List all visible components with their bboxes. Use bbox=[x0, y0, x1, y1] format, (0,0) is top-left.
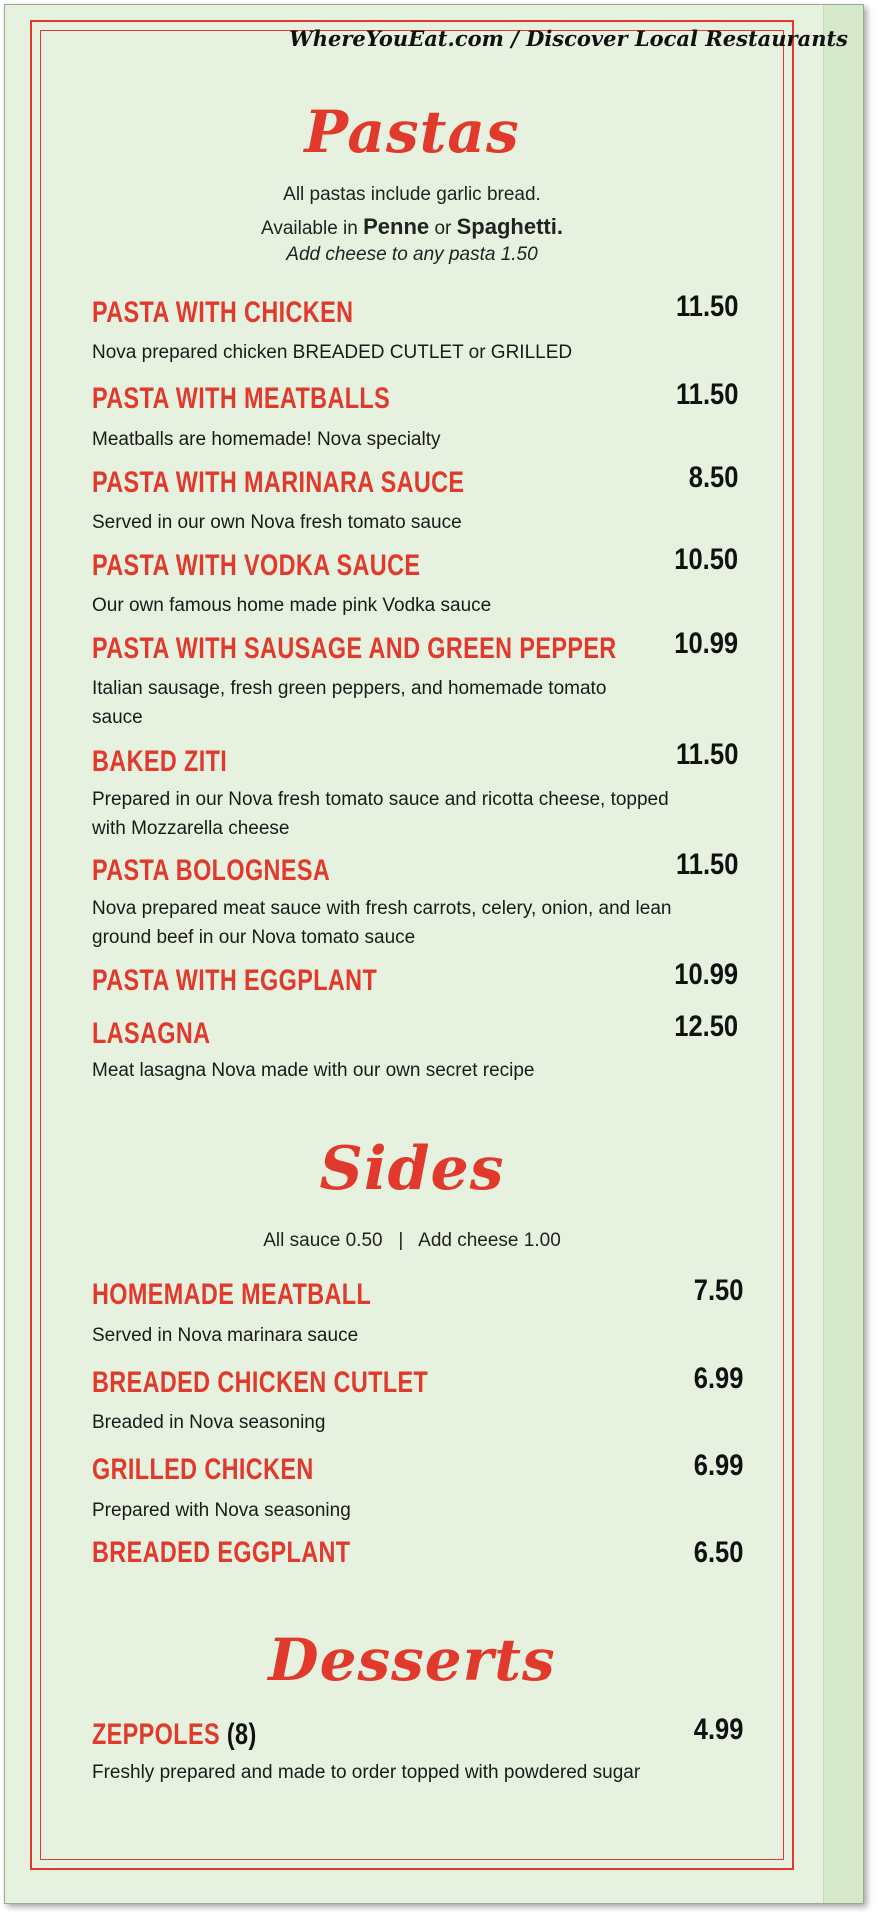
menu-item-name: BREADED CHICKEN CUTLET bbox=[92, 1366, 429, 1399]
menu-item-price: 6.50 bbox=[693, 1536, 743, 1569]
dessert-item-name bbox=[92, 1718, 257, 1752]
pastas-note-shapes bbox=[40, 214, 784, 240]
menu-item-desc: Breaded in Nova seasoning bbox=[92, 1412, 326, 1433]
sheet-edge bbox=[823, 5, 863, 1903]
menu-item-name: PASTA WITH VODKA SAUCE bbox=[92, 549, 421, 582]
menu-item-name: PASTA WITH MARINARA SAUCE bbox=[92, 466, 465, 499]
menu-item-desc: Nova prepared chicken BREADED CUTLET or GRILLED bbox=[92, 342, 573, 363]
menu-item-name: PASTA WITH CHICKEN bbox=[92, 296, 354, 329]
menu-item-desc: Nova prepared meat sauce with fresh carrots, celery, onion, and lean ground beef in our Nova tomato sauce bbox=[92, 898, 672, 948]
menu-item-name: BAKED ZITI bbox=[92, 745, 228, 778]
menu-item-price: 11.50 bbox=[675, 848, 738, 881]
menu-item-price: 4.99 bbox=[693, 1713, 743, 1746]
menu-item-name: PASTA WITH EGGPLANT bbox=[92, 964, 378, 997]
menu-item-price: 6.99 bbox=[693, 1362, 743, 1395]
menu-item-desc: Our own famous home made pink Vodka sauce bbox=[92, 595, 492, 616]
menu-item-name: GRILLED CHICKEN bbox=[92, 1453, 314, 1486]
menu-item-price: 11.50 bbox=[675, 290, 738, 323]
sides-note: All sauce 0.50 | Add cheese 1.00 bbox=[263, 1230, 561, 1251]
watermark-text: WhereYouEat.com / Discover Local Restaurants bbox=[289, 26, 848, 51]
pasta-option-spaghetti: Spaghetti. bbox=[456, 214, 563, 239]
menu-item-desc: Served in our own Nova fresh tomato sauce bbox=[92, 512, 462, 533]
menu-item-price: 11.50 bbox=[675, 738, 738, 771]
menu-item-price: 10.99 bbox=[674, 627, 738, 660]
pastas-note-prefix: Available in bbox=[261, 218, 358, 239]
pastas-note-cheese: Add cheese to any pasta 1.50 bbox=[286, 244, 538, 265]
pastas-note-or: or bbox=[434, 218, 452, 239]
menu-item-name: ZEPPOLES bbox=[92, 1718, 220, 1751]
menu-item-desc: Prepared with Nova seasoning bbox=[92, 1500, 351, 1521]
menu-item-price: 11.50 bbox=[675, 378, 738, 411]
pastas-title: Pastas bbox=[304, 98, 520, 166]
menu-item-desc: Freshly prepared and made to order topped with powdered sugar bbox=[92, 1762, 641, 1783]
desserts-title: Desserts bbox=[268, 1626, 556, 1694]
menu-item-desc: Meat lasagna Nova made with our own secret recipe bbox=[92, 1060, 535, 1081]
menu-item-price: 10.99 bbox=[674, 958, 738, 991]
menu-item-desc: Meatballs are homemade! Nova specialty bbox=[92, 429, 441, 450]
pastas-note-garlic: All pastas include garlic bread. bbox=[283, 184, 541, 205]
sides-title: Sides bbox=[319, 1134, 505, 1204]
menu-item-name: BREADED EGGPLANT bbox=[92, 1536, 351, 1569]
menu-item-price: 6.99 bbox=[693, 1449, 743, 1482]
menu-item-name: PASTA BOLOGNESA bbox=[92, 854, 331, 887]
menu-item-price: 8.50 bbox=[688, 461, 738, 494]
menu-item-quantity: (8) bbox=[226, 1718, 257, 1751]
menu-item-desc: Prepared in our Nova fresh tomato sauce and ricotta cheese, topped with Mozzarella cheese bbox=[92, 789, 669, 839]
menu-item-name: PASTA WITH MEATBALLS bbox=[92, 382, 391, 415]
menu-item-desc: Served in Nova marinara sauce bbox=[92, 1325, 359, 1346]
menu-item-name: LASAGNA bbox=[92, 1017, 211, 1050]
menu-item-name: PASTA WITH SAUSAGE AND GREEN PEPPER bbox=[92, 632, 617, 665]
pasta-option-penne: Penne bbox=[363, 214, 430, 239]
menu-item-name: HOMEMADE MEATBALL bbox=[92, 1278, 372, 1311]
menu-item-price: 12.50 bbox=[674, 1010, 738, 1043]
menu-item-price: 10.50 bbox=[674, 543, 738, 576]
menu-item-desc: Italian sausage, fresh green peppers, and homemade tomato sauce bbox=[92, 678, 607, 728]
menu-item-price: 7.50 bbox=[693, 1274, 743, 1307]
